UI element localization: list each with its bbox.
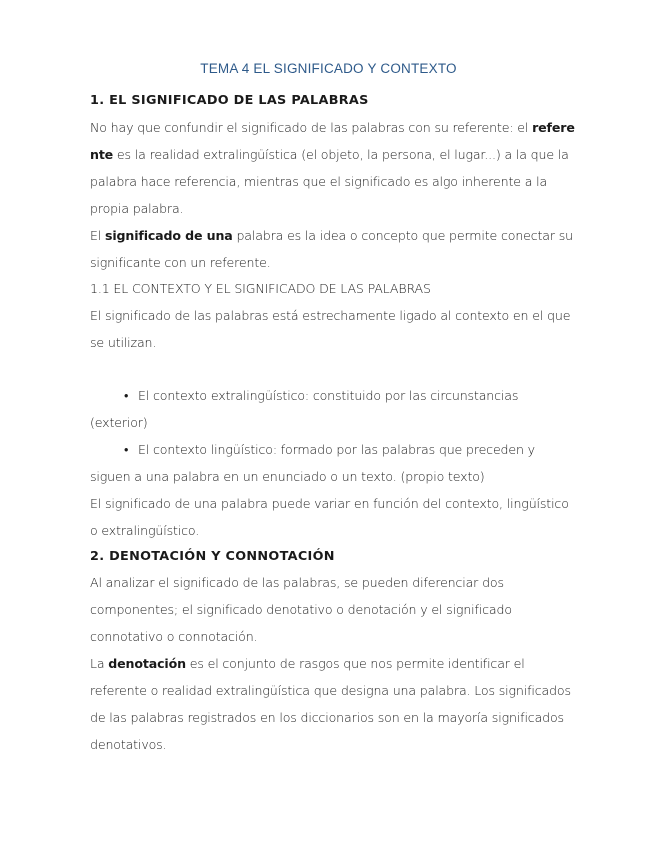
paragraph-line: palabra hace referencia, mientras que el significado es algo inherente a la [90,174,548,189]
paragraph-line: connotativo o connotación. [90,629,258,644]
text-run: No hay que confundir el significado de las palabras con su referente: el [90,120,533,135]
paragraph-line: El significado de las palabras está estrechamente ligado al contexto en el que [90,308,571,323]
bold-text-run: refere [532,120,575,135]
paragraph-line [90,228,573,244]
text-run: es la realidad extralingüística (el objeto, la persona, el lugar...) a la que la [113,147,569,162]
text-run: El [90,228,106,243]
bold-text-run: significado de una [105,228,233,243]
paragraph-line: denotativos. [90,737,167,752]
bullet-icon: • [124,442,129,457]
bold-text-run: nte [90,147,114,162]
document-title: TEMA 4 EL SIGNIFICADO Y CONTEXTO [200,61,457,76]
text-run: es el conjunto de rasgos que nos permite identificar el [185,656,525,671]
paragraph-line: propia palabra. [90,201,184,216]
paragraph-line: significante con un referente. [90,255,271,270]
bullet-item [124,388,518,404]
section-1-1-heading: 1.1 EL CONTEXTO Y EL SIGNIFICADO DE LAS PALABRAS [90,281,431,296]
paragraph-line: (exterior) [90,415,148,430]
paragraph-line: siguen a una palabra en un enunciado o un texto. (propio texto) [90,469,485,484]
bold-text-run: denotación [108,656,186,671]
paragraph-line: Al analizar el significado de las palabras, se pueden diferenciar dos [90,575,504,590]
text-run: palabra es la idea o concepto que permite conectar su [232,228,574,243]
paragraph-line [90,120,575,136]
text-run: La [90,656,109,671]
paragraph-line: componentes; el significado denotativo o denotación y el significado [90,602,512,617]
paragraph-line: o extralingüístico. [90,523,200,538]
paragraph-line: se utilizan. [90,335,157,350]
paragraph-line [90,656,525,672]
paragraph-line: referente o realidad extralingüística que designa una palabra. Los significados [90,683,571,698]
paragraph-line [90,147,569,163]
paragraph-line: de las palabras registrados en los diccionarios son en la mayoría significados [90,710,564,725]
text-run: El contexto extralingüístico: constituido por las circunstancias [138,388,519,403]
bullet-icon: • [124,388,129,403]
text-run: El contexto lingüístico: formado por las palabras que preceden y [138,442,535,457]
section-2-heading: 2. DENOTACIÓN Y CONNOTACIÓN [90,549,335,564]
paragraph-line: El significado de una palabra puede variar en función del contexto, lingüístico [90,496,569,511]
bullet-item [124,442,535,458]
section-1-heading: 1. EL SIGNIFICADO DE LAS PALABRAS [90,93,369,108]
